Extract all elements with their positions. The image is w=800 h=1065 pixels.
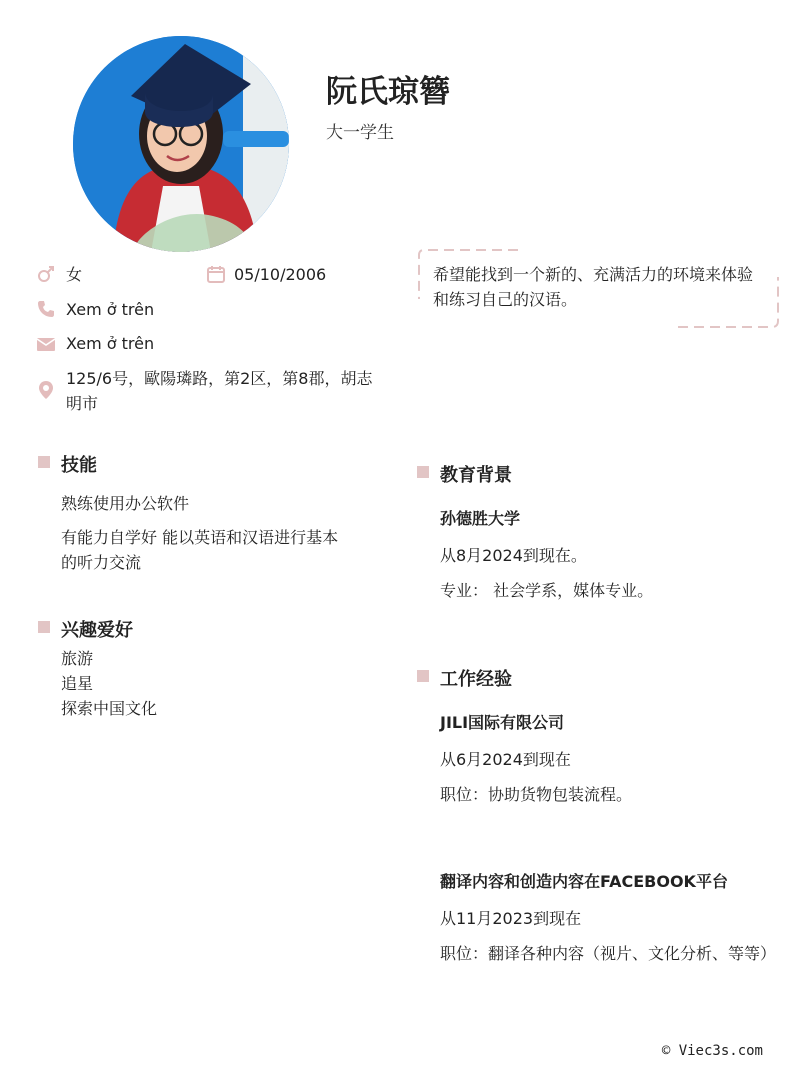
birthdate-value: 05/10/2006 bbox=[234, 265, 327, 284]
hobbies-heading: 兴趣爱好 bbox=[61, 620, 133, 641]
gender-value: 女 bbox=[66, 265, 83, 284]
job-period: 从11月2023到现在 bbox=[440, 909, 582, 928]
section-marker bbox=[38, 456, 50, 468]
job-period: 从6月2024到现在 bbox=[440, 750, 571, 769]
candidate-role: 大一学生 bbox=[326, 123, 394, 143]
phone-icon bbox=[36, 299, 56, 319]
skill-item: 有能力自学好 能以英语和汉语进行基本的听力交流 bbox=[61, 528, 339, 572]
skills-heading: 技能 bbox=[61, 455, 97, 476]
job-position: 职位：翻译各种内容（视片、文化分析、等等） bbox=[440, 944, 777, 963]
mail-icon bbox=[36, 334, 56, 354]
hobby-item: 旅游 bbox=[61, 649, 94, 668]
work-heading: 工作经验 bbox=[440, 669, 512, 690]
gender-icon bbox=[36, 264, 56, 284]
education-major: 专业： 社会学系，媒体专业。 bbox=[440, 581, 654, 600]
objective-box bbox=[418, 249, 778, 327]
address-value: 125/6号，歐陽璘路，第2区，第8郡，胡志明市 bbox=[66, 369, 373, 413]
job-company: JILI国际有限公司 bbox=[440, 713, 565, 732]
skill-item: 熟练使用办公软件 bbox=[61, 494, 190, 513]
location-icon bbox=[36, 380, 56, 400]
school-name: 孙德胜大学 bbox=[440, 509, 521, 528]
education-heading: 教育背景 bbox=[440, 465, 512, 486]
hobby-item: 探索中国文化 bbox=[61, 699, 158, 718]
job-position: 职位：协助货物包装流程。 bbox=[440, 785, 633, 804]
job-company: 翻译内容和创造内容在FACEBOOK平台 bbox=[440, 872, 728, 891]
education-period: 从8月2024到现在。 bbox=[440, 546, 587, 565]
section-marker bbox=[417, 670, 429, 682]
calendar-icon bbox=[206, 264, 226, 284]
hobby-item: 追星 bbox=[61, 674, 94, 693]
candidate-name: 阮氏琼簪 bbox=[326, 74, 450, 110]
objective-text: 希望能找到一个新的、充满活力的环境来体验和练习自己的汉语。 bbox=[433, 265, 754, 309]
avatar bbox=[73, 36, 289, 252]
email-value: Xem ở trên bbox=[66, 334, 155, 353]
section-marker bbox=[417, 466, 429, 478]
footer-credit: © Viec3s.com bbox=[661, 1043, 763, 1059]
section-marker bbox=[38, 621, 50, 633]
phone-value: Xem ở trên bbox=[66, 300, 155, 319]
